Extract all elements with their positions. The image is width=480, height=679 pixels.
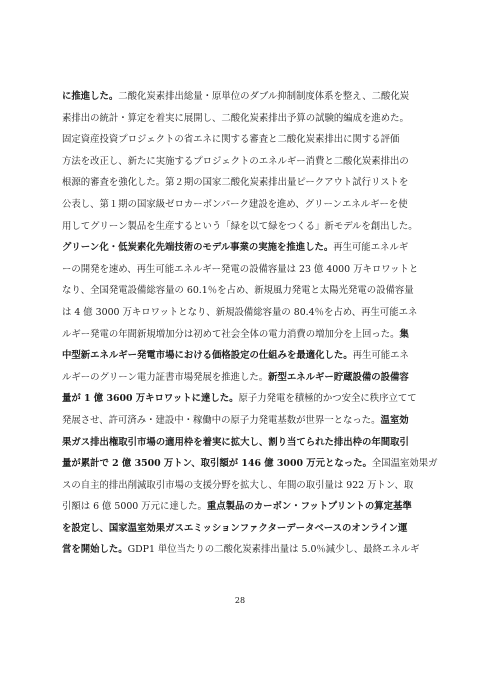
- text-line: [62, 129, 422, 151]
- text-line: [62, 367, 422, 389]
- text-segment: 発展させ、許可済み・建設中・稼働中の原子力発電基数が世界一となった。: [62, 414, 381, 426]
- text-line: [62, 108, 422, 130]
- bold-text-segment: 量が 1 億 3600 万キロワットに達した。: [62, 393, 239, 405]
- text-line: [62, 151, 422, 173]
- text-segment: スの自主的排出削減取引市場の支援分野を拡大し、年間の取引量は 922 万トン、取: [62, 479, 414, 491]
- text-segment: 根源的審査を強化した。第２期の国家二酸化炭素排出量ピークアウト試行リストを: [62, 177, 409, 189]
- text-line: [62, 259, 422, 281]
- page-number: 28: [234, 596, 246, 605]
- bold-text-segment: グリーン化・低炭素化先端技術のモデル事業の実施を推進した。: [62, 242, 334, 254]
- text-segment: 再生可能エネ: [352, 350, 409, 362]
- text-segment: 原子力発電を積極的かつ安全に秩序立てて: [238, 393, 417, 405]
- text-line: [62, 216, 422, 238]
- bold-text-segment: に推進した。: [62, 91, 119, 102]
- body-text: [62, 86, 438, 561]
- text-segment: なり、全国発電設備総容量の 60.1％を占め、新規風力発電と太陽光発電の設備容量: [62, 285, 414, 297]
- text-line: [62, 388, 422, 410]
- bold-text-segment: 営を開始した。: [62, 544, 128, 556]
- text-line: [62, 324, 422, 346]
- text-line: [62, 172, 422, 194]
- text-line: [62, 345, 422, 367]
- text-segment: 二酸化炭素排出総量・原単位のダブル抑制制度体系を整え、二酸化炭: [118, 91, 410, 102]
- text-segment: ルギー発電の年間新規増加分は初めて社会全体の電力消費の増加分を上回った。: [62, 328, 400, 340]
- text-segment: GDP1 単位当たりの二酸化炭素排出量は 5.0％減少し、最終エネルギ: [127, 544, 420, 556]
- text-line: [62, 280, 422, 302]
- text-line: [62, 453, 438, 475]
- bold-text-segment: 重点製品のカーボン・フットプリントの算定基準: [206, 501, 412, 513]
- text-segment: は 4 億 3000 万キロワットとなり、新規設備総容量の 80.4％を占め、再生可能エネ: [62, 306, 418, 318]
- text-line: [62, 475, 422, 497]
- text-segment: 公表し、第１期の国家級ゼロカーボンパーク建設を進め、グリーンエネルギーを使: [62, 198, 408, 210]
- text-line: [62, 86, 422, 108]
- bold-text-segment: 果ガス排出権取引市場の適用枠を着実に拡大し、割り当てられた排出枠の年間取引: [62, 436, 409, 448]
- text-segment: 用してグリーン製品を生産するという「緑を以て緑をつくる」新モデルを創出した。: [62, 220, 418, 232]
- text-segment: 引額は 6 億 5000 万元に達した。: [62, 501, 207, 513]
- text-segment: ルギーのグリーン電力証書市場発展を推進した。: [62, 371, 269, 383]
- text-line: [62, 539, 422, 561]
- bold-text-segment: を設定し、国家温室効果ガスエミッションファクターデータベースのオンライン運: [62, 522, 408, 534]
- text-segment: 方法を改正し、新たに実施するプロジェクトのエネルギー消費と二酸化炭素排出の: [62, 155, 409, 167]
- text-segment: 全国温室効果ガ: [371, 458, 438, 470]
- text-line: [62, 518, 422, 540]
- text-line: [62, 496, 422, 518]
- text-segment: 固定資産投資プロジェクトの省エネに関する審査と二酸化炭素排出に関する評価: [62, 134, 400, 146]
- bold-text-segment: 温室効: [380, 414, 409, 426]
- text-line: [62, 410, 422, 432]
- bold-text-segment: 新型エネルギー貯蔵設備の設備容: [268, 371, 409, 383]
- text-line: [62, 237, 422, 259]
- text-line: [62, 194, 422, 216]
- text-line: [62, 302, 422, 324]
- text-segment: ーの開発を速め、再生可能エネルギー発電の設備容量は 23 億 4000 万キロワットと: [62, 263, 419, 275]
- bold-text-segment: 中型新エネルギー発電市場における価格設定の仕組みを最適化した。: [62, 350, 353, 362]
- text-segment: 再生可能エネルギ: [333, 242, 409, 254]
- bold-text-segment: 量が累計で 2 億 3500 万トン、取引額が 146 億 3000 万元となった。: [62, 458, 372, 470]
- text-segment: 素排出の統計・算定を着実に展開し、二酸化炭素排出予算の試験的編成を進めた。: [62, 112, 409, 124]
- bold-text-segment: 集: [399, 328, 409, 340]
- text-line: [62, 432, 422, 454]
